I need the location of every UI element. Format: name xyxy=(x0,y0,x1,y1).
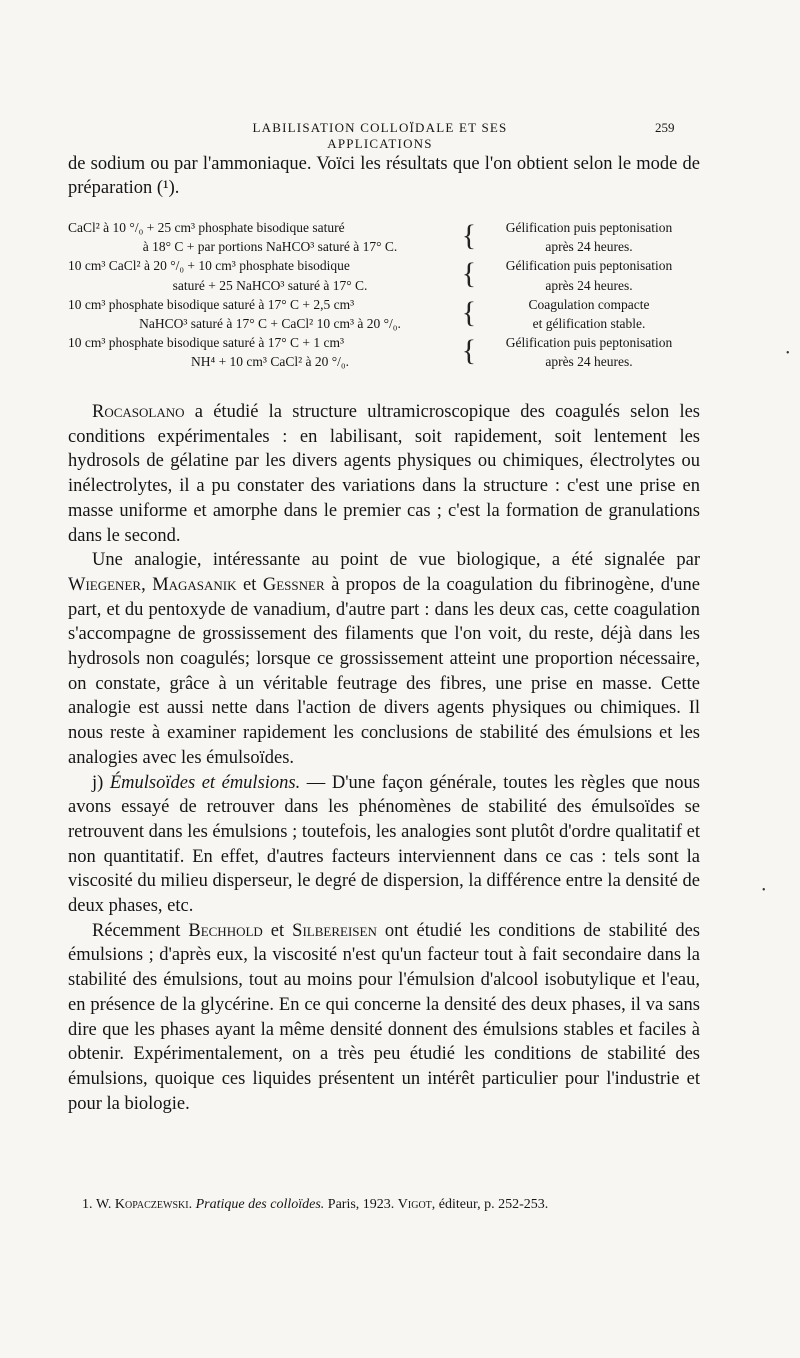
footnote-text: Paris, 1923. xyxy=(324,1197,398,1212)
author-name: Bechhold xyxy=(188,920,263,941)
paragraph-text: Récemment xyxy=(92,920,189,941)
brace: { xyxy=(461,257,477,291)
condition-line: 10 cm³ phosphate bisodique saturé à 17° C + 1 cm³ xyxy=(68,335,345,351)
condition-line: à 18° C + par portions NaHCO³ saturé à 17° C. xyxy=(142,239,398,255)
footnote-author: W. Kopaczewski. xyxy=(96,1197,193,1212)
paragraph-text: Une analogie, intéressante au point de vue biologique, a été signalée par xyxy=(92,550,700,571)
conjunction: et xyxy=(236,574,263,595)
paragraph-text: ont étudié les conditions de stabilité des émulsions ; d'après eux, la viscosité n'est qu'un facteur tout à fait secondaire dans la stabilité des émulsions, tout au moins pour l'émulsion d'alcool isobutylique et l'eau, en présence de la glycérine. En ce qui concerne la densité des deux phases, il va sans dire que les phases ayant la même densité donnent des émulsions stables et faciles à obtenir. Expérimentalement, on a très peu étudié les conditions de stabilité des émulsions, quoique ces liquides présentent un intérêt particulier pour l'industrie et pour la biologie. xyxy=(68,920,700,1114)
condition-line: NH⁴ + 10 cm³ CaCl² à 20 °/₀. xyxy=(190,354,349,370)
result-cell xyxy=(478,295,700,333)
author-name: Gessner xyxy=(262,574,325,595)
condition-line: 10 cm³ CaCl² à 20 °/₀ + 10 cm³ phosphate bisodique xyxy=(68,258,350,274)
result-line: Coagulation compacte xyxy=(528,296,650,312)
paragraph xyxy=(68,919,700,1117)
footnote-text: , éditeur, p. 252-253. xyxy=(431,1197,549,1212)
intro-text: de sodium ou par l'ammoniaque. Voïci les résultats que l'on obtient selon le mode de préparation (¹). xyxy=(68,154,700,198)
condition-cell xyxy=(68,256,460,294)
condition-line: NaHCO³ saturé à 17° C + CaCl² 10 cm³ à 20 °/₀. xyxy=(139,316,401,332)
conjunction: et xyxy=(262,920,293,941)
result-line: Gélification puis peptonisation xyxy=(505,335,673,351)
footnote-title: Pratique des colloïdes. xyxy=(195,1197,325,1212)
author-name: Silbereisen xyxy=(292,920,377,941)
paragraph-text: — D'une façon générale, toutes les règles que nous avons essayé de retrouver dans les phénomènes de stabilité des émulsoïdes se retrouvent dans les émulsions ; toutefois, les analogies sont plutôt d'ordre qualitatif et non quantitatif. En effet, d'autres facteurs interviennent dans ce cas : tels sont la viscosité du milieu disperseur, le degré de dispersion, la différence entre la densité de deux phases, etc. xyxy=(68,772,700,917)
result-cell xyxy=(478,333,700,371)
margin-speck: • xyxy=(762,885,766,896)
result-line: et gélification stable. xyxy=(532,316,646,332)
results-row xyxy=(68,295,700,333)
intro-paragraph xyxy=(68,152,700,200)
separator: , xyxy=(141,574,153,595)
paragraph-text: à propos de la coagulation du fibrinogène, d'une part, et du pentoxyde de vanadium, d'autre part : dans les deux cas, cette coagulation s'accompagne de grossissement des filaments que l'on voit, du reste, déjà dans les hydrosols non coagulés; lorsque ce grossissement atteint une proportion nécessaire, on constate, grâce à un véritable feutrage des fibres, une prise en masse. Cette analogie est aussi nette dans l'action de divers agents physiques ou chimiques. Il nous reste à examiner rapidement les conclusions de stabilité des émulsions et les analogies avec les émulsoïdes. xyxy=(68,574,700,768)
paragraph xyxy=(68,548,700,770)
result-cell xyxy=(478,218,700,256)
footnote-publisher: Vigot xyxy=(397,1197,432,1212)
footnote-number: 1. xyxy=(82,1197,93,1212)
result-line: Gélification puis peptonisation xyxy=(505,220,673,235)
result-line: après 24 heures. xyxy=(545,354,633,370)
results-table xyxy=(68,218,700,372)
running-title: LABILISATION COLLOÏDALE ET SES APPLICATIONS xyxy=(252,120,508,151)
condition-line: 10 cm³ phosphate bisodique saturé à 17° C + 2,5 cm³ xyxy=(68,296,355,312)
condition-cell xyxy=(68,295,460,333)
page-number: 259 xyxy=(655,120,675,135)
condition-line: CaCl² à 10 °/₀ + 25 cm³ phosphate bisodique saturé xyxy=(68,220,345,235)
condition-cell xyxy=(68,333,460,371)
paragraph-text: a étudié la structure ultramicroscopique des coagulés selon les conditions expérimentales : en labilisant, soit rapidement, soit lentement les hydrosols de gélatine par les divers agents physiques ou chimiques, électrolytes ou inélectrolytes, il a pu constater des variations dans la structure : c'est une prise en masse uniforme et amorphe dans le premier cas ; c'est la formation de granulations dans le second. xyxy=(68,402,700,546)
footnote xyxy=(68,1197,708,1213)
author-name: Magasanik xyxy=(152,574,237,595)
result-line: Gélification puis peptonisation xyxy=(505,258,673,274)
section-label: j) xyxy=(92,772,110,793)
condition-line: saturé + 25 NaHCO³ saturé à 17° C. xyxy=(172,277,368,293)
author-name: Wiegener xyxy=(68,574,142,595)
result-line: après 24 heures. xyxy=(545,239,633,255)
condition-cell xyxy=(68,218,460,256)
brace: { xyxy=(461,219,477,252)
brace: { xyxy=(461,334,477,368)
paragraph xyxy=(68,400,700,548)
results-row xyxy=(68,218,700,256)
author-name: Rocasolano xyxy=(92,402,185,422)
main-text xyxy=(68,400,700,1116)
section-title: Émulsoïdes et émulsions. xyxy=(109,772,301,793)
margin-speck: • xyxy=(786,348,790,359)
paragraph xyxy=(68,771,700,919)
results-row xyxy=(68,256,700,294)
brace: { xyxy=(461,295,477,329)
result-line: après 24 heures. xyxy=(545,277,633,293)
result-cell xyxy=(478,256,700,294)
results-row xyxy=(68,333,700,371)
